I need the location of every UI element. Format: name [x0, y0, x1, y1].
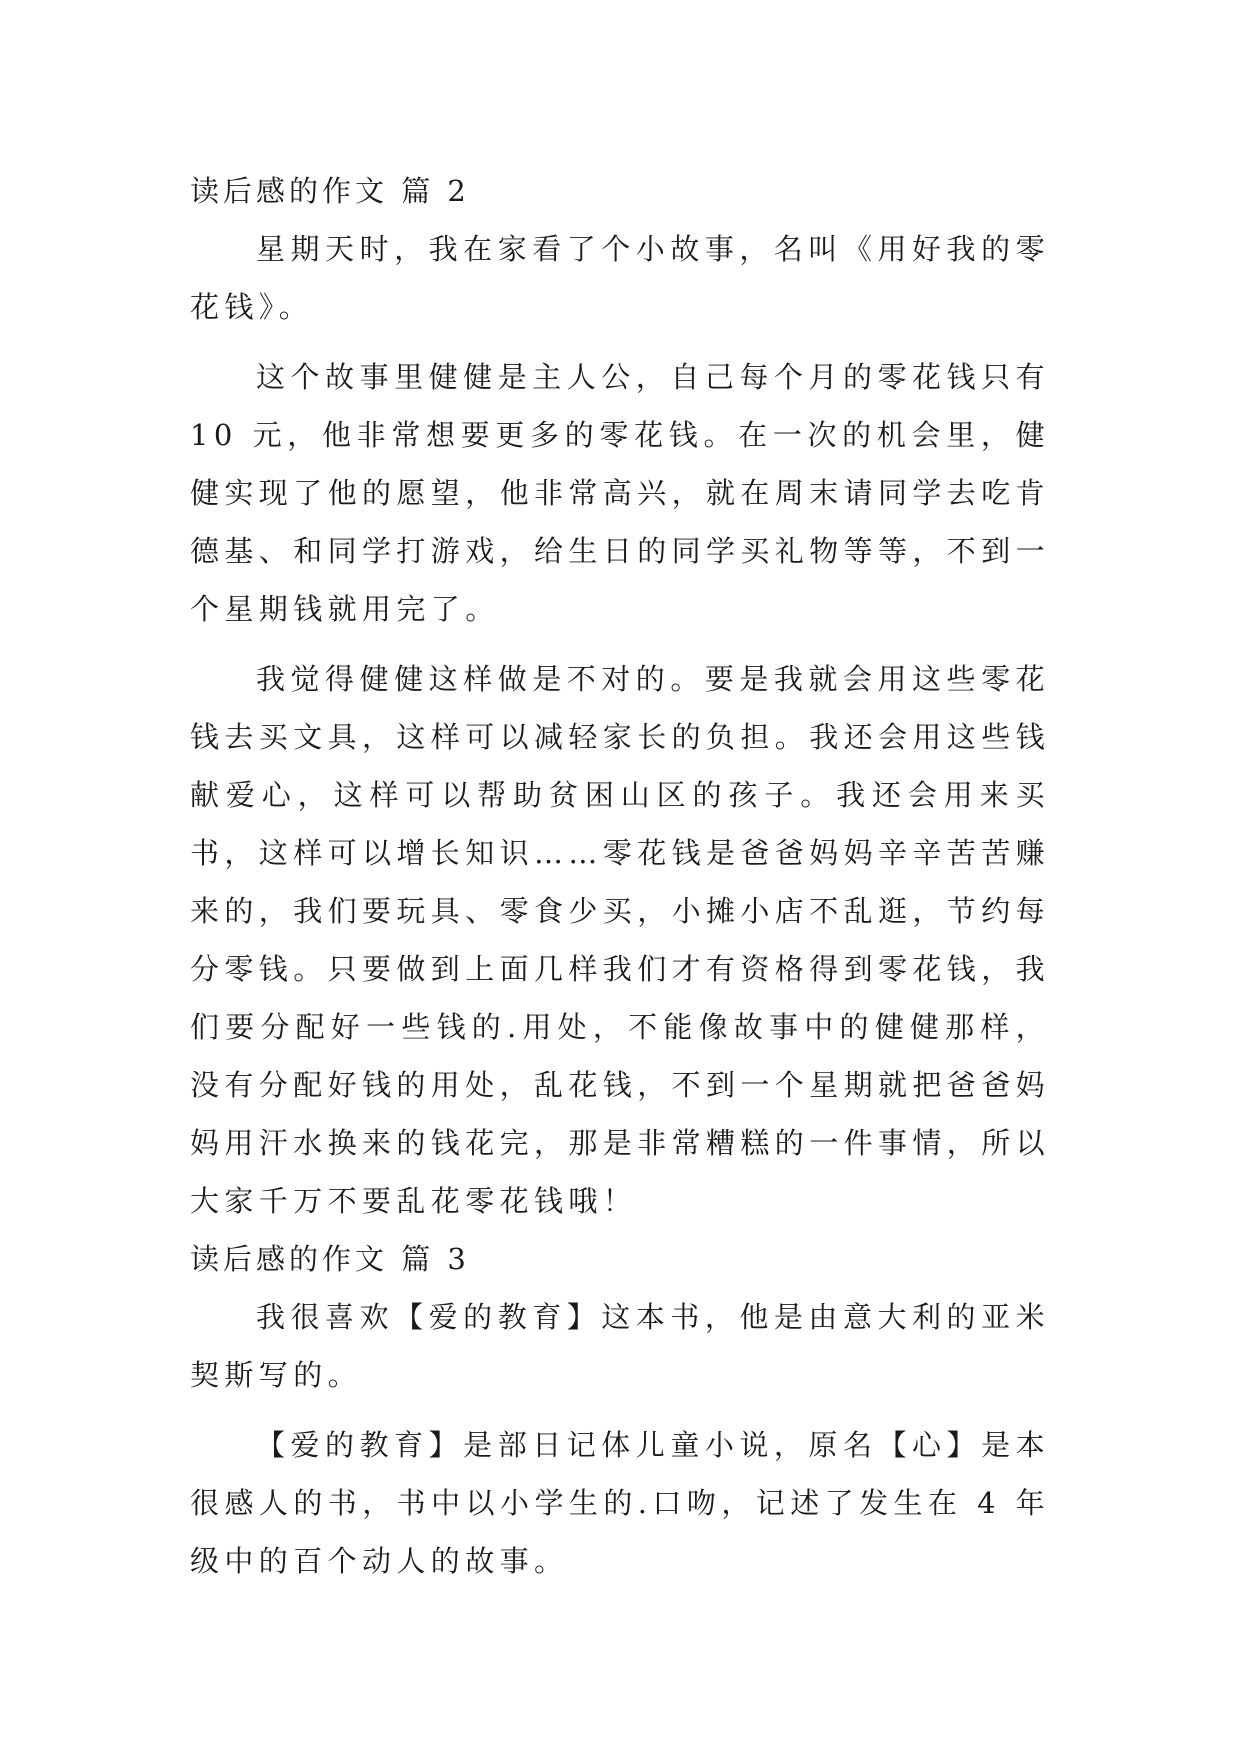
paragraph: 这个故事里健健是主人公，自己每个月的零花钱只有 10 元，他非常想要更多的零花钱。在一次的机会里，健健实现了他的愿望，他非常高兴，就在周末请同学去吃肯德基、和同学打游戏，给生日的同学买礼物等等，不到一个星期钱就用完了。	[190, 360, 1051, 626]
paragraph: 星期天时，我在家看了个小故事，名叫《用好我的零花钱》。	[190, 232, 1050, 324]
document-body	[190, 162, 1050, 1590]
paragraph: 【爱的教育】是部日记体儿童小说，原名【心】是本很感人的书，书中以小学生的.口吻，记述了发生在 4 年级中的百个动人的故事。	[190, 1428, 1051, 1578]
paragraph: 我很喜欢【爱的教育】这本书，他是由意大利的亚米契斯写的。	[190, 1300, 1050, 1392]
section-heading-2: 读后感的作文 篇 2	[190, 174, 470, 208]
paragraph: 我觉得健健这样做是不对的。要是我就会用这些零花钱去买文具，这样可以减轻家长的负担。我还会用这些钱献爱心，这样可以帮助贫困山区的孩子。我还会用来买书，这样可以增长知识……零花钱是爸爸妈妈辛辛苦苦赚来的，我们要玩具、零食少买，小摊小店不乱逛，节约每分零钱。只要做到上面几样我们才有资格得到零花钱，我们要分配好一些钱的.用处，不能像故事中的健健那样，没有分配好钱的用处，乱花钱，不到一个星期就把爸爸妈妈用汗水换来的钱花完，那是非常糟糕的一件事情，所以大家千万不要乱花零花钱哦！	[190, 662, 1051, 1218]
section-heading-3: 读后感的作文 篇 3	[190, 1242, 470, 1276]
